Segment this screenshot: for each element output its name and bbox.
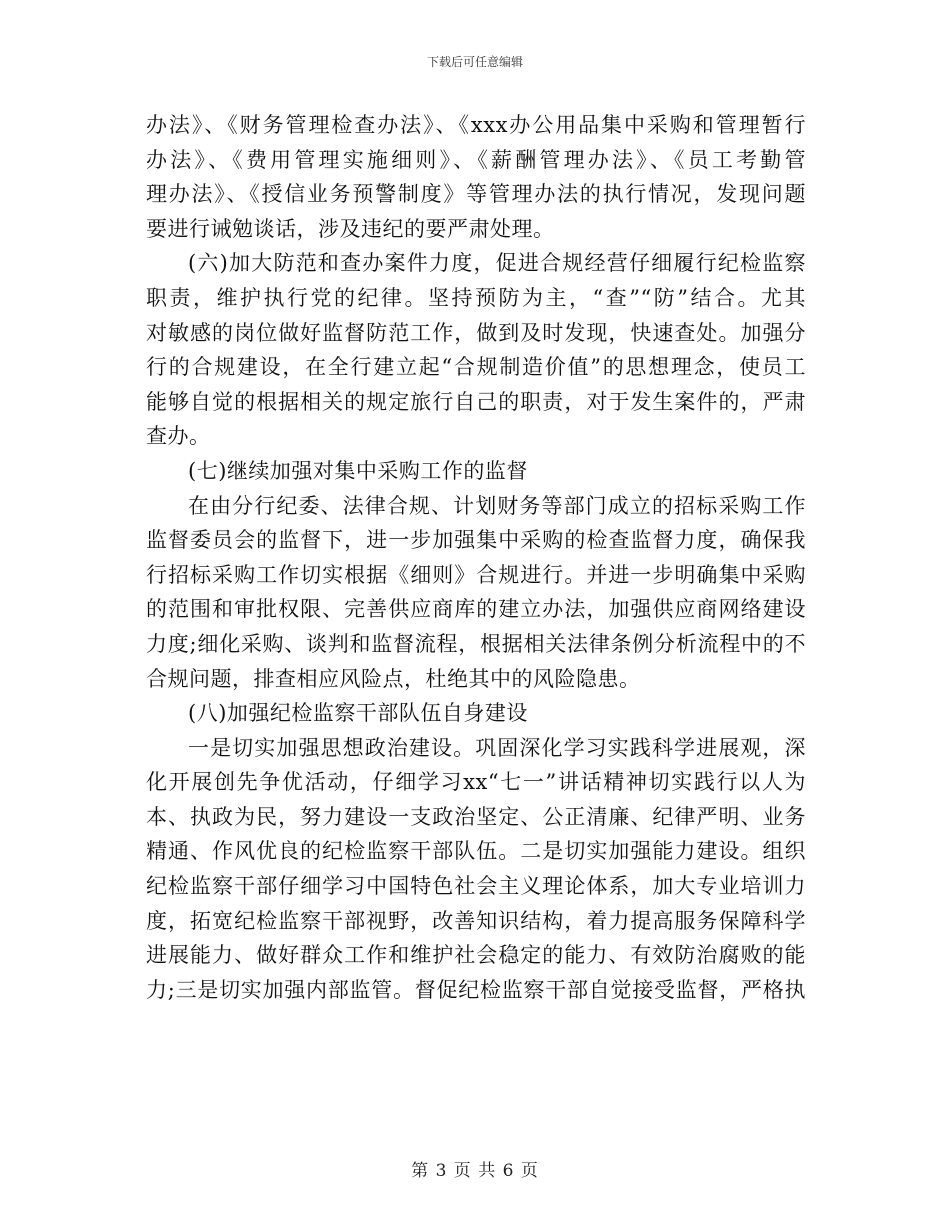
text-line: 办法》、《费用管理实施细则》、《薪酬管理办法》、《员工考勤管: [146, 147, 806, 172]
text-line: 一是切实加强思想政治建设。巩固深化学习实践科学进展观，深: [188, 735, 806, 760]
document-body: [146, 108, 806, 1007]
text-line: 能够自觉的根据相关的规定旅行自己的职责，对于发生案件的，严肃: [146, 389, 806, 414]
page-number: 第 3 页 共 6 页: [411, 1161, 539, 1181]
text-line: 度，拓宽纪检监察干部视野，改善知识结构，着力提高服务保障科学: [146, 908, 806, 933]
text-line: 力度;细化采购、谈判和监督流程，根据相关法律条例分析流程中的不: [146, 631, 806, 656]
section-heading-7: (七)继续加强对集中采购工作的监督: [188, 458, 528, 483]
text-line: 进展能力、做好群众工作和维护社会稳定的能力、有效防治腐败的能: [146, 943, 806, 968]
text-line: 在由分行纪委、法律合规、计划财务等部门成立的招标采购工作: [188, 493, 806, 518]
text-line: 合规问题，排查相应风险点，杜绝其中的风险隐患。: [146, 666, 641, 691]
text-line: 行的合规建设，在全行建立起“合规制造价值”的思想理念，使员工: [146, 355, 806, 380]
text-line: 办法》、《财务管理检查办法》、《xxx办公用品集中采购和管理暂行: [146, 113, 806, 137]
page-header: 下载后可任意编辑: [426, 55, 523, 69]
text-line: 本、执政为民，努力建设一支政治坚定、公正清廉、纪律严明、业务: [146, 804, 806, 829]
section-heading-8: (八)加强纪检监察干部队伍自身建设: [188, 701, 528, 726]
text-line: 力;三是切实加强内部监管。督促纪检监察干部自觉接受监督，严格执: [146, 977, 806, 1002]
text-line: 理办法》、《授信业务预警制度》等管理办法的执行情况，发现问题: [146, 182, 806, 207]
text-line: 行招标采购工作切实根据《细则》合规进行。并进一步明确集中采购: [146, 562, 806, 587]
text-line: 纪检监察干部仔细学习中国特色社会主义理论体系，加大专业培训力: [146, 874, 806, 899]
text-line: 的范围和审批权限、完善供应商库的建立办法，加强供应商网络建设: [146, 597, 806, 622]
text-line: 对敏感的岗位做好监督防范工作，做到及时发现，快速查处。加强分: [146, 320, 806, 345]
text-line: 精通、作风优良的纪检监察干部队伍。二是切实加强能力建设。组织: [146, 839, 806, 864]
text-line: 职责，维护执行党的纪律。坚持预防为主，“查”“防”结合。尤其: [146, 285, 806, 310]
section-heading-6: (六)加大防范和查办案件力度，促进合规经营仔细履行纪检监察: [188, 251, 806, 276]
text-line: 化开展创先争优活动，仔细学习xx“七一”讲话精神切实践行以人为: [146, 770, 806, 795]
text-line: 监督委员会的监督下，进一步加强集中采购的检查监督力度，确保我: [146, 528, 806, 553]
text-line: 要进行诫勉谈话，涉及违纪的要严肃处理。: [146, 216, 555, 241]
text-line: 查办。: [146, 424, 211, 449]
